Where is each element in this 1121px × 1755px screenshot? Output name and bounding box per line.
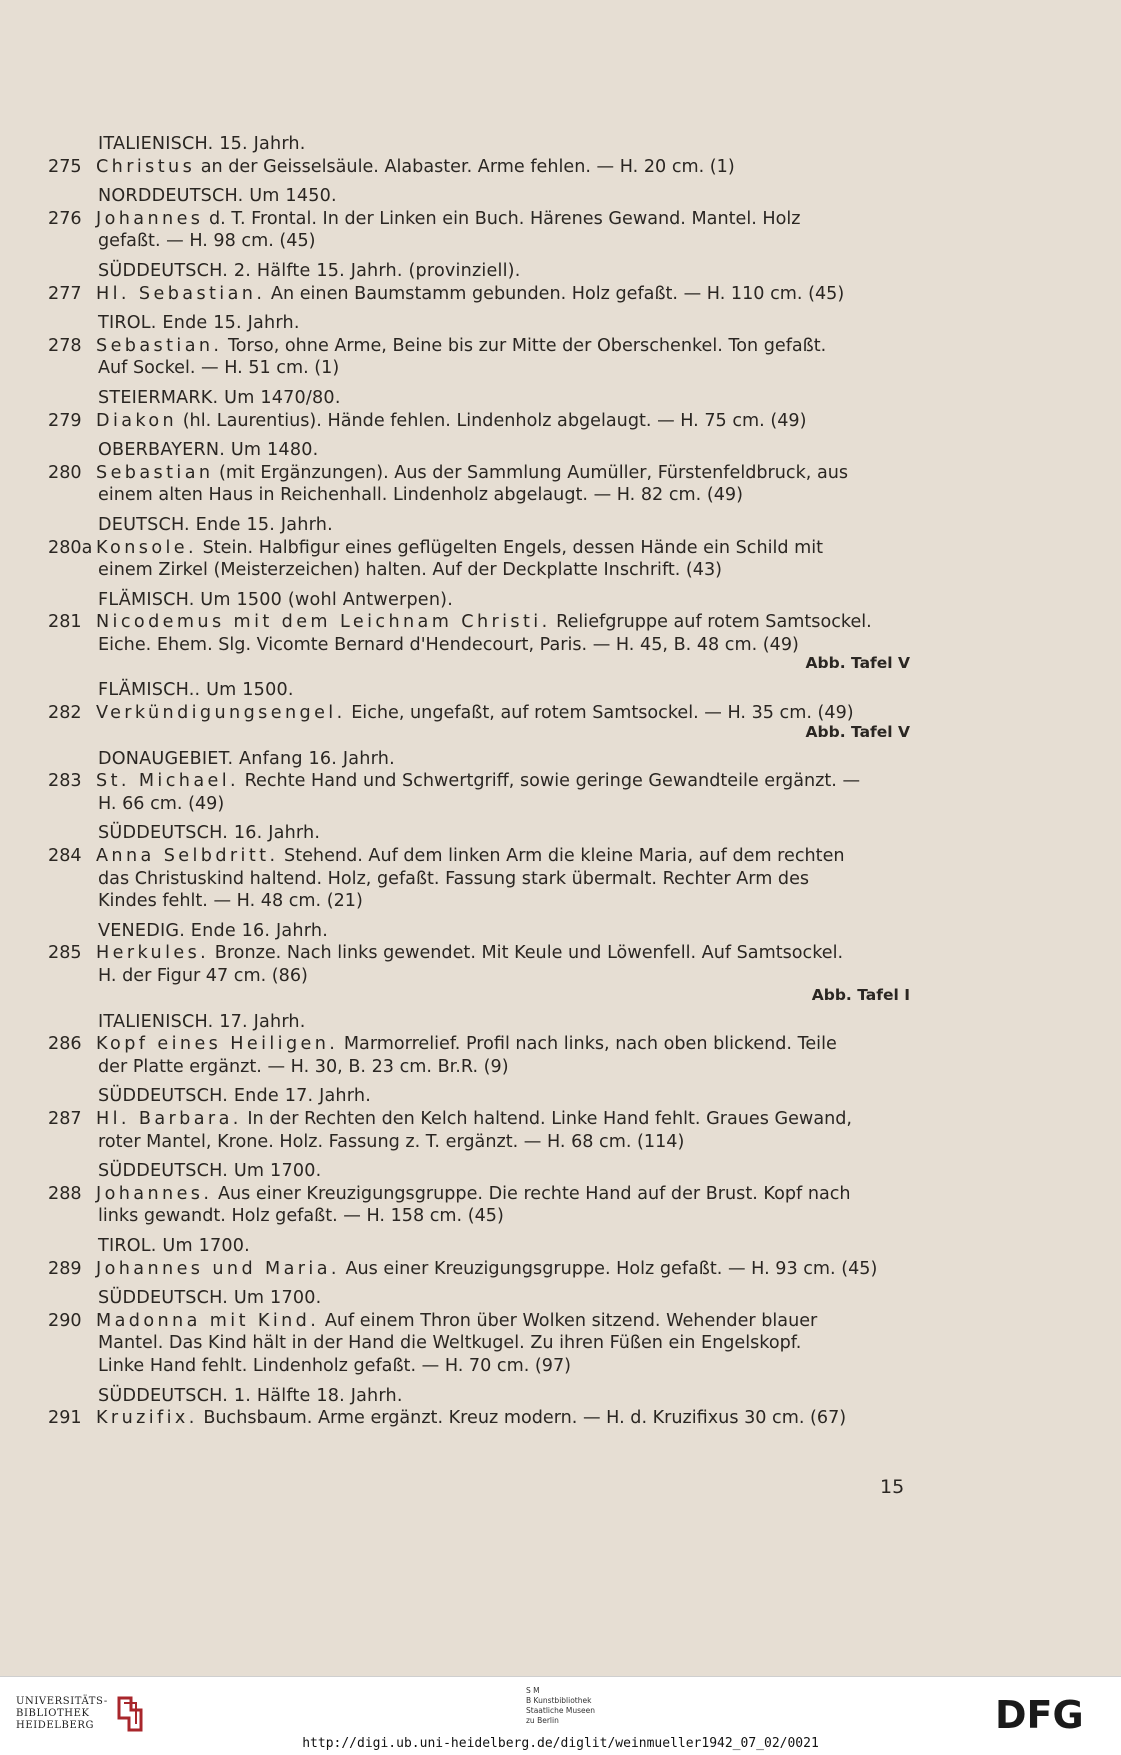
university-name-line: BIBLIOTHEK [16, 1708, 90, 1719]
catalog-entry [48, 1160, 910, 1228]
catalog-entry [48, 920, 910, 1004]
entry-title: Sebastian [96, 462, 214, 483]
entry-number: 286 [48, 1034, 82, 1055]
university-emblem-icon [116, 1694, 144, 1734]
entry-description: roter Mantel, Krone. Holz. Fassung z. T. ergänzt. — H. 68 cm. (114) [98, 1131, 685, 1152]
entry-origin: STEIERMARK. Um 1470/80. [98, 387, 341, 408]
dfg-logo[interactable] [995, 1695, 1105, 1735]
entry-description: In der Rechten den Kelch haltend. Linke Hand fehlt. Graues Gewand, [247, 1108, 853, 1129]
entry-origin: SÜDDEUTSCH. 1. Hälfte 18. Jahrh. [98, 1385, 403, 1406]
entry-origin: TIROL. Um 1700. [98, 1235, 250, 1256]
entry-text [96, 611, 910, 634]
plate-reference: Abb. Tafel I [811, 985, 910, 1004]
entry-description: Torso, ohne Arme, Beine bis zur Mitte der Oberschenkel. Ton gefaßt. [228, 335, 827, 356]
entry-description: Rechte Hand und Schwertgriff, sowie geringe Gewandteile ergänzt. — [244, 771, 861, 792]
entry-text [96, 1258, 910, 1281]
entry-description: Stehend. Auf dem linken Arm die kleine Maria, auf dem rechten [284, 846, 845, 867]
entry-title: Hl. Barbara. [96, 1108, 242, 1129]
entry-origin: DONAUGEBIET. Anfang 16. Jahrh. [98, 748, 395, 769]
entry-title: Anna Selbdritt. [96, 846, 279, 867]
entry-number: 276 [48, 208, 82, 229]
library-footer [0, 1676, 1121, 1755]
entry-description: (mit Ergänzungen). Aus der Sammlung Aumüller, Fürstenfeldbruck, aus [219, 462, 849, 483]
university-name-line: UNIVERSITÄTS- [16, 1696, 108, 1707]
entry-title: Nicodemus mit dem Leichnam Christi. [96, 612, 551, 633]
entry-description: Kindes fehlt. — H. 48 cm. (21) [98, 891, 363, 912]
entry-description: an der Geisselsäule. Alabaster. Arme fehlen. — H. 20 cm. (1) [200, 156, 735, 177]
entry-number: 289 [48, 1258, 82, 1279]
entry-origin: NORDDEUTSCH. Um 1450. [98, 186, 337, 207]
entry-text [96, 702, 910, 725]
entry-description: der Platte ergänzt. — H. 30, B. 23 cm. Br.R. (9) [98, 1056, 509, 1077]
catalog-entry [48, 1085, 910, 1153]
page-number: 15 [880, 1476, 905, 1498]
entry-title: St. Michael. [96, 771, 240, 792]
entry-description: H. der Figur 47 cm. (86) [98, 966, 308, 986]
catalog-entry [48, 312, 910, 380]
entry-description: An einen Baumstamm gebunden. Holz gefaßt. — H. 110 cm. (45) [270, 283, 845, 304]
entry-description: links gewandt. Holz gefaßt. — H. 158 cm. (45) [98, 1206, 504, 1227]
entry-text [96, 335, 910, 358]
entry-number: 284 [48, 846, 82, 867]
entry-description: Buchsbaum. Arme ergänzt. Kreuz modern. — H. d. Kruzifixus 30 cm. (67) [203, 1408, 847, 1429]
stamp-line: S M [526, 1686, 540, 1695]
entry-description: Stein. Halbfigur eines geflügelten Engels, dessen Hände ein Schild mit [202, 537, 824, 558]
museum-stamp [526, 1686, 595, 1726]
entry-origin: SÜDDEUTSCH. 2. Hälfte 15. Jahrh. (provinziell). [98, 260, 521, 281]
entry-first-line [48, 845, 910, 868]
catalog-entry [48, 260, 910, 305]
catalog-entry [48, 514, 910, 582]
entry-origin: ITALIENISCH. 17. Jahrh. [98, 1011, 306, 1032]
entry-description: Linke Hand fehlt. Lindenholz gefaßt. — H. 70 cm. (97) [98, 1355, 572, 1376]
entry-first-line [48, 1407, 910, 1430]
entry-first-line [48, 611, 910, 634]
entry-origin: VENEDIG. Ende 16. Jahrh. [98, 920, 328, 941]
entry-title: Sebastian. [96, 335, 223, 356]
entry-origin: FLÄMISCH.. Um 1500. [98, 680, 294, 701]
entry-title: Johannes [96, 208, 204, 229]
entry-description: Bronze. Nach links gewendet. Mit Keule und Löwenfell. Auf Samtsockel. [214, 943, 844, 964]
entry-text [96, 462, 910, 485]
entry-description: Marmorrelief. Profil nach links, nach oben blickend. Teile [343, 1034, 837, 1055]
entry-title: Konsole. [96, 537, 198, 558]
entry-text [96, 1407, 910, 1430]
entry-title: Johannes. [96, 1183, 213, 1204]
entry-number: 279 [48, 410, 82, 431]
entry-description: Eiche. Ehem. Slg. Vicomte Bernard d'Hendecourt, Paris. — H. 45, B. 48 cm. (49) [98, 634, 799, 655]
entry-origin: SÜDDEUTSCH. Um 1700. [98, 1288, 322, 1309]
entry-number: 275 [48, 156, 82, 177]
entry-number: 287 [48, 1108, 82, 1129]
entry-first-line [48, 1258, 910, 1281]
entry-text [96, 410, 910, 433]
entry-description: Auf einem Thron über Wolken sitzend. Wehender blauer [324, 1310, 818, 1331]
entry-title: Christus [96, 156, 196, 177]
entry-title: Hl. Sebastian. [96, 283, 266, 304]
entry-first-line [48, 283, 910, 306]
university-name-line: HEIDELBERG [16, 1720, 95, 1731]
entry-first-line [48, 770, 910, 793]
entry-number: 290 [48, 1310, 82, 1331]
entry-number: 288 [48, 1183, 82, 1204]
entry-description: einem alten Haus in Reichenhall. Lindenholz abgelaugt. — H. 82 cm. (49) [98, 485, 743, 506]
entry-description: Aus einer Kreuzigungsgruppe. Holz gefaßt. — H. 93 cm. (45) [345, 1258, 878, 1279]
entry-first-line [48, 335, 910, 358]
entry-text [96, 770, 910, 793]
entry-text [96, 283, 910, 306]
entry-first-line [48, 462, 910, 485]
catalog-entry [48, 387, 910, 432]
entry-first-line [48, 702, 910, 725]
entry-description: einem Zirkel (Meisterzeichen) halten. Auf der Deckplatte Inschrift. (43) [98, 560, 723, 581]
catalog-entry [48, 589, 910, 673]
entry-title: Kopf eines Heiligen. [96, 1034, 339, 1055]
entry-description: (hl. Laurentius). Hände fehlen. Lindenholz abgelaugt. — H. 75 cm. (49) [182, 410, 807, 431]
entry-first-line [48, 1183, 910, 1206]
catalog-entry [48, 185, 910, 253]
permalink-url[interactable]: http://digi.ub.uni-heidelberg.de/diglit/weinmueller1942_07_02/0021 [302, 1736, 819, 1751]
entry-first-line [48, 1108, 910, 1131]
entry-title: Verkündigungsengel. [96, 703, 346, 724]
entry-title: Johannes und Maria. [96, 1258, 340, 1279]
catalog-entry [48, 1385, 910, 1430]
entry-origin: SÜDDEUTSCH. Ende 17. Jahrh. [98, 1086, 372, 1107]
entry-description: gefaßt. — H. 98 cm. (45) [98, 231, 316, 252]
plate-reference: Abb. Tafel V [805, 722, 910, 741]
dfg-logo-text: DFG [995, 1695, 1084, 1735]
catalog-entry [48, 133, 910, 178]
entry-origin: ITALIENISCH. 15. Jahrh. [98, 134, 306, 154]
entry-origin: DEUTSCH. Ende 15. Jahrh. [98, 514, 333, 535]
entry-number: 281 [48, 612, 82, 633]
entry-title: Diakon [96, 410, 178, 431]
entry-description: das Christuskind haltend. Holz, gefaßt. Fassung stark übermalt. Rechter Arm des [98, 868, 810, 889]
entry-text [96, 537, 910, 560]
entry-number: 291 [48, 1408, 82, 1429]
entry-origin: SÜDDEUTSCH. 16. Jahrh. [98, 823, 321, 844]
stamp-line: zu Berlin [526, 1716, 559, 1725]
entry-origin: TIROL. Ende 15. Jahrh. [98, 313, 300, 334]
entry-origin: SÜDDEUTSCH. Um 1700. [98, 1161, 322, 1182]
catalog-list [48, 133, 910, 1437]
catalog-entry [48, 439, 910, 507]
catalog-entry [48, 1235, 910, 1280]
entry-number: 280a [48, 537, 93, 558]
entry-text [96, 1108, 910, 1131]
university-logo-block[interactable] [16, 1694, 144, 1734]
entry-description: Mantel. Das Kind hält in der Hand die Weltkugel. Zu ihren Füßen ein Engelskopf. [98, 1333, 802, 1354]
stamp-line: B Kunstbibliothek [526, 1696, 592, 1705]
entry-description: H. 66 cm. (49) [98, 793, 225, 814]
entry-description: Auf Sockel. — H. 51 cm. (1) [98, 358, 340, 379]
entry-origin: OBERBAYERN. Um 1480. [98, 440, 319, 461]
plate-reference: Abb. Tafel V [805, 654, 910, 673]
entry-description: Aus einer Kreuzigungsgruppe. Die rechte Hand auf der Brust. Kopf nach [217, 1183, 851, 1204]
entry-title: Herkules. [96, 943, 210, 964]
stamp-line: Staatliche Museen [526, 1706, 595, 1715]
entry-text [96, 1183, 910, 1206]
entry-title: Madonna mit Kind. [96, 1310, 320, 1331]
entry-first-line [48, 208, 910, 231]
entry-title: Kruzifix. [96, 1408, 198, 1429]
entry-number: 283 [48, 771, 82, 792]
catalog-entry [48, 1011, 910, 1079]
entry-first-line [48, 537, 910, 560]
entry-description: d. T. Frontal. In der Linken ein Buch. Härenes Gewand. Mantel. Holz [208, 208, 801, 229]
entry-first-line [48, 1033, 910, 1056]
catalog-entry [48, 748, 910, 816]
entry-text [96, 208, 910, 231]
entry-origin: FLÄMISCH. Um 1500 (wohl Antwerpen). [98, 589, 454, 610]
entry-first-line [48, 410, 910, 433]
entry-number: 285 [48, 943, 82, 964]
entry-text [96, 156, 910, 179]
entry-text [96, 942, 910, 965]
entry-number: 282 [48, 703, 82, 724]
entry-first-line [48, 156, 910, 179]
entry-text [96, 845, 910, 868]
entry-description: Eiche, ungefaßt, auf rotem Samtsockel. — H. 35 cm. (49) [351, 703, 854, 724]
catalog-entry [48, 1287, 910, 1377]
entry-text [96, 1310, 910, 1333]
entry-number: 280 [48, 462, 82, 483]
entry-number: 278 [48, 335, 82, 356]
entry-first-line [48, 942, 910, 965]
entry-description: Reliefgruppe auf rotem Samtsockel. [556, 612, 872, 633]
catalog-entry [48, 822, 910, 912]
university-name [16, 1696, 108, 1732]
entry-text [96, 1033, 910, 1056]
entry-first-line [48, 1310, 910, 1333]
entry-number: 277 [48, 283, 82, 304]
catalog-entry [48, 679, 910, 740]
